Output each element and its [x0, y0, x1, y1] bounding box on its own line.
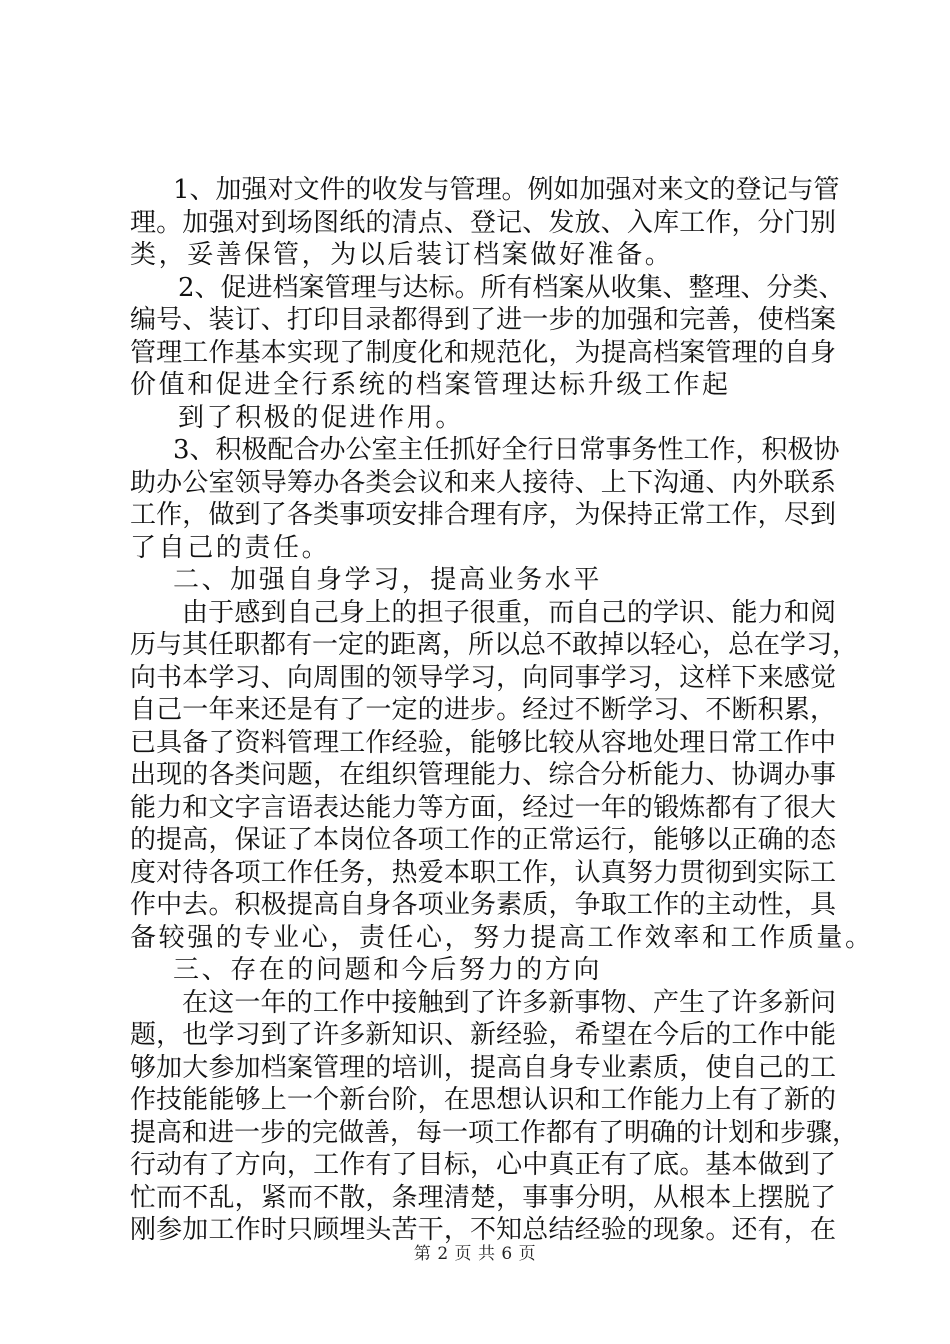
text-line: 二、加强自身学习，提高业务水平: [173, 565, 603, 595]
text-line: 度对待各项工作任务，热爱本职工作，认真努力贯彻到实际工: [130, 857, 836, 888]
text-line: 历与其任职都有一定的距离，所以总不敢掉以轻心，总在学习，: [130, 630, 859, 660]
text-line: 向书本学习、向周围的领导学习，向同事学习，这样下来感觉: [130, 662, 836, 693]
text-line: 由于感到自己身上的担子很重，而自己的学识、能力和阅: [182, 597, 836, 628]
text-line: 三、存在的问题和今后努力的方向: [173, 955, 603, 985]
text-line: 题，也学习到了许多新知识、新经验，希望在今后的工作中能: [130, 1020, 836, 1050]
text-line: 价值和促进全行系统的档案管理达标升级工作起: [130, 370, 731, 400]
text-line: 忙而不乱，紧而不散，条理清楚，事事分明，从根本上摆脱了: [130, 1182, 836, 1213]
text-line: 出现的各类问题，在组织管理能力、综合分析能力、协调办事: [130, 760, 836, 790]
page-footer: 第 2 页 共 6 页: [413, 1244, 537, 1264]
text-line: 作技能能够上一个新台阶，在思想认识和工作能力上有了新的: [130, 1085, 836, 1115]
text-line: 的提高，保证了本岗位各项工作的正常运行，能够以正确的态: [130, 825, 836, 855]
text-line: 1、加强对文件的收发与管理。例如加强对来文的登记与管: [173, 175, 840, 205]
text-line: 作中去。积极提高自身各项业务素质，争取工作的主动性，具: [130, 890, 836, 920]
text-line: 理。加强对到场图纸的清点、登记、发放、入库工作，分门别: [130, 207, 836, 238]
text-line: 能力和文字言语表达能力等方面，经过一年的锻炼都有了很大: [130, 792, 836, 823]
text-line: 够加大参加档案管理的培训，提高自身专业素质，使自己的工: [130, 1052, 836, 1083]
text-line: 助办公室领导筹办各类会议和来人接待、上下沟通、内外联系: [130, 467, 836, 498]
text-line: 在这一年的工作中接触到了许多新事物、产生了许多新问: [182, 987, 836, 1018]
text-line: 类，妥善保管，为以后装订档案做好准备。: [130, 240, 674, 270]
text-line: 行动有了方向，工作有了目标，心中真正有了底。基本做到了: [130, 1150, 836, 1180]
text-line: 3、积极配合办公室主任抓好全行日常事务性工作，积极协: [173, 435, 840, 465]
text-line: 工作，做到了各类事项安排合理有序，为保持正常工作，尽到: [130, 500, 836, 530]
text-line: 了自己的责任。: [130, 532, 331, 563]
text-line: 2、促进档案管理与达标。所有档案从收集、整理、分类、: [178, 272, 845, 303]
document-body: [130, 174, 874, 1247]
text-line: 管理工作基本实现了制度化和规范化，为提高档案管理的自身: [130, 337, 836, 368]
text-line: 自己一年来还是有了一定的进步。经过不断学习、不断积累，: [130, 695, 836, 725]
text-line: 刚参加工作时只顾埋头苦干，不知总结经验的现象。还有，在: [130, 1215, 836, 1245]
text-line: 到了积极的促进作用。: [178, 402, 465, 433]
text-line: 编号、装订、打印目录都得到了进一步的加强和完善，使档案: [130, 305, 836, 335]
text-line: 提高和进一步的完做善，每一项工作都有了明确的计划和步骤，: [130, 1117, 859, 1148]
text-line: 已具备了资料管理工作经验，能够比较从容地处理日常工作中: [130, 727, 836, 758]
text-line: 备较强的专业心，责任心，努力提高工作效率和工作质量。: [130, 922, 874, 953]
